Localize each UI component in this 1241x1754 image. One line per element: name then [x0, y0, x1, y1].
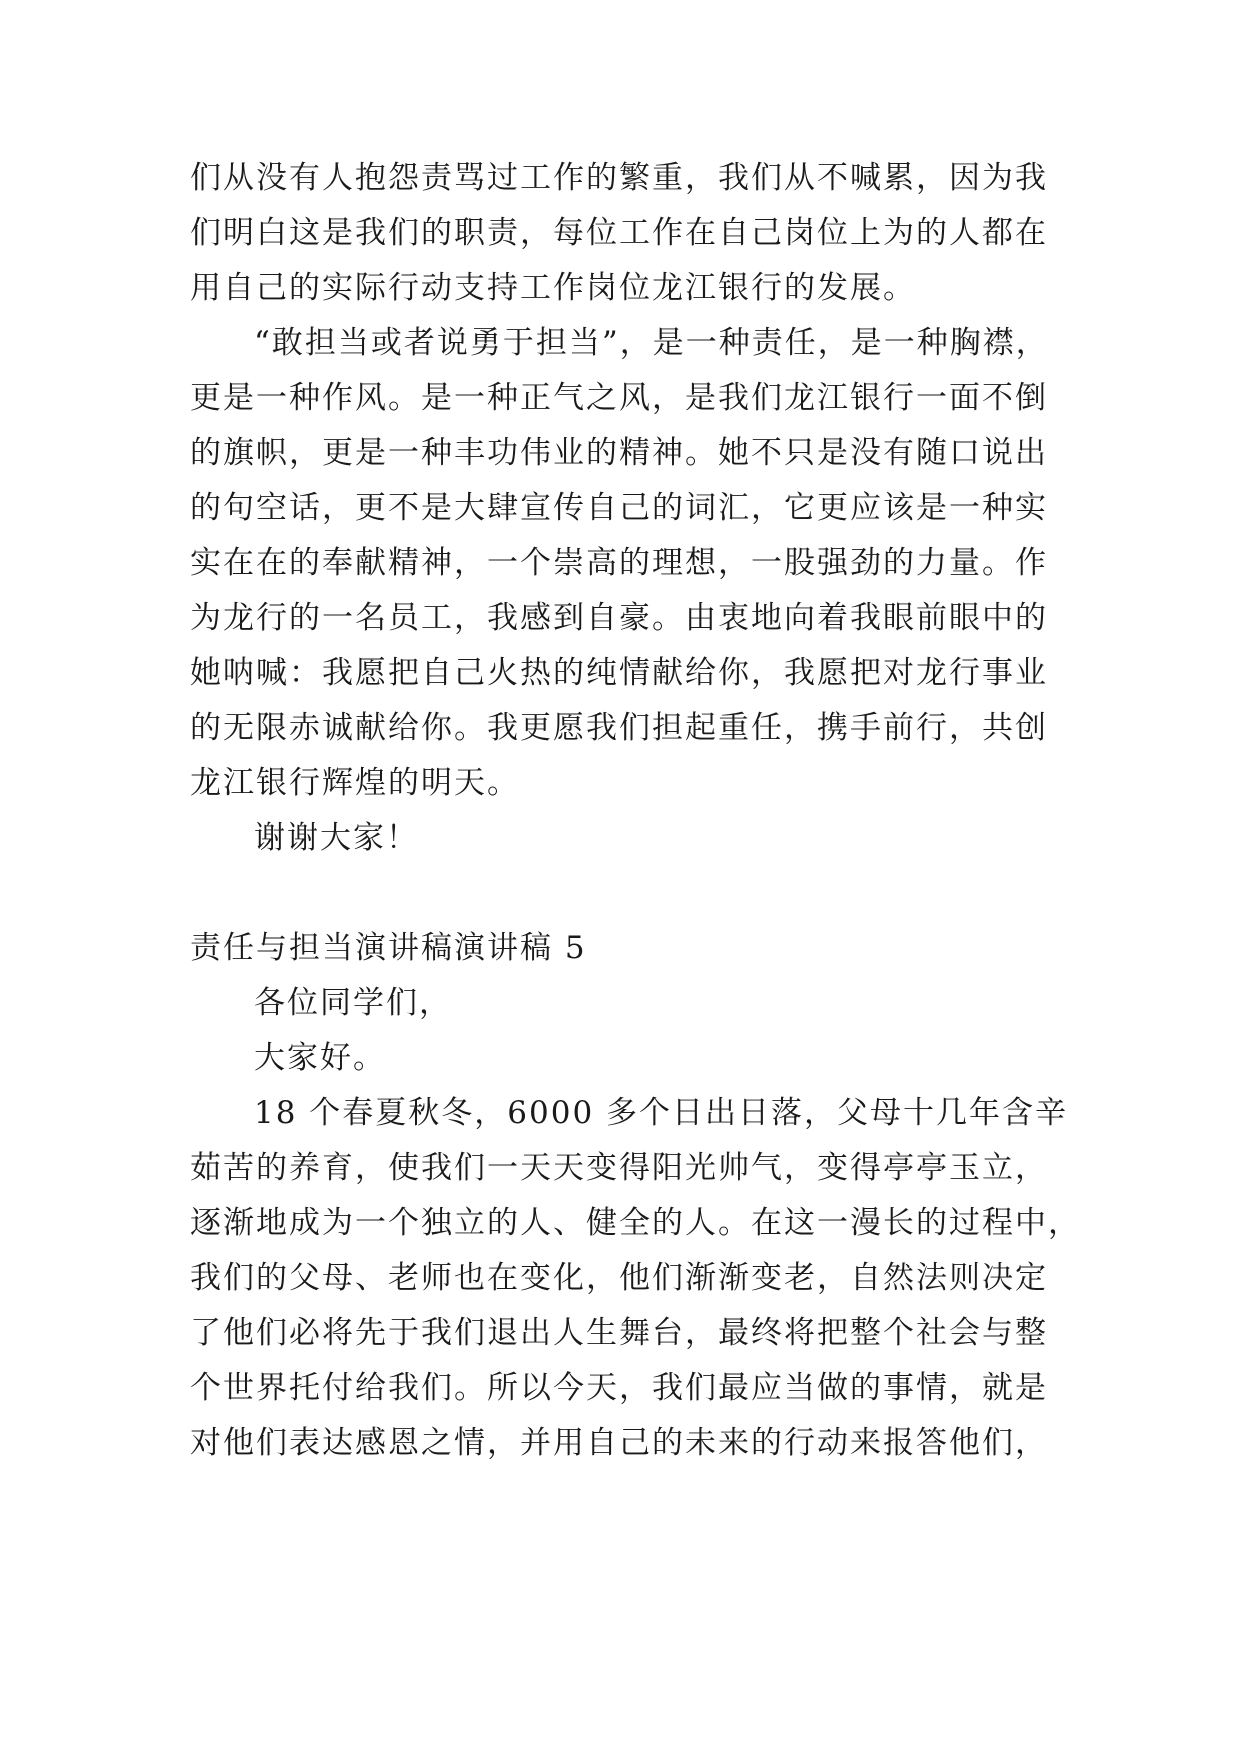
text-line: 她呐喊：我愿把自己火热的纯情献给你，我愿把对龙行事业 [190, 655, 1048, 691]
text-line: 我们的父母、老师也在变化，他们渐渐变老，自然法则决定 [190, 1260, 1048, 1296]
text-line: “敢担当或者说勇于担当”，是一种责任，是一种胸襟， [254, 325, 1049, 361]
text-line: 了他们必将先于我们退出人生舞台，最终将把整个社会与整 [190, 1315, 1048, 1351]
text-line: 们从没有人抱怨责骂过工作的繁重，我们从不喊累，因为我 [190, 160, 1048, 196]
text-line: 个世界托付给我们。所以今天，我们最应当做的事情，就是 [190, 1370, 1048, 1406]
text-line: 龙江银行辉煌的明天。 [190, 765, 520, 801]
section-title: 责任与担当演讲稿演讲稿 5 [190, 930, 587, 966]
greeting-line: 各位同学们， [254, 985, 452, 1021]
text-line: 茹苦的养育，使我们一天天变得阳光帅气，变得亭亭玉立， [190, 1150, 1048, 1186]
text-line: 用自己的实际行动支持工作岗位龙江银行的发展。 [190, 270, 916, 306]
text-line: 18 个春夏秋冬，6000 多个日出日落，父母十几年含辛 [254, 1095, 1069, 1131]
text-line: 的旗帜，更是一种丰功伟业的精神。她不只是没有随口说出 [190, 435, 1048, 471]
text-line: 逐渐地成为一个独立的人、健全的人。在这一漫长的过程中， [190, 1205, 1081, 1241]
text-line: 实在在的奉献精神，一个崇高的理想，一股强劲的力量。作 [190, 545, 1048, 581]
text-line: 的无限赤诚献给你。我更愿我们担起重任，携手前行，共创 [190, 710, 1048, 746]
text-line: 更是一种作风。是一种正气之风，是我们龙江银行一面不倒 [190, 380, 1048, 416]
text-line: 对他们表达感恩之情，并用自己的未来的行动来报答他们， [190, 1425, 1048, 1461]
thanks-line: 谢谢大家！ [254, 820, 419, 856]
text-line: 们明白这是我们的职责，每位工作在自己岗位上为的人都在 [190, 215, 1048, 251]
text-line: 为龙行的一名员工，我感到自豪。由衷地向着我眼前眼中的 [190, 600, 1048, 636]
text-line: 的句空话，更不是大肆宣传自己的词汇，它更应该是一种实 [190, 490, 1048, 526]
greeting-line: 大家好。 [254, 1040, 386, 1076]
